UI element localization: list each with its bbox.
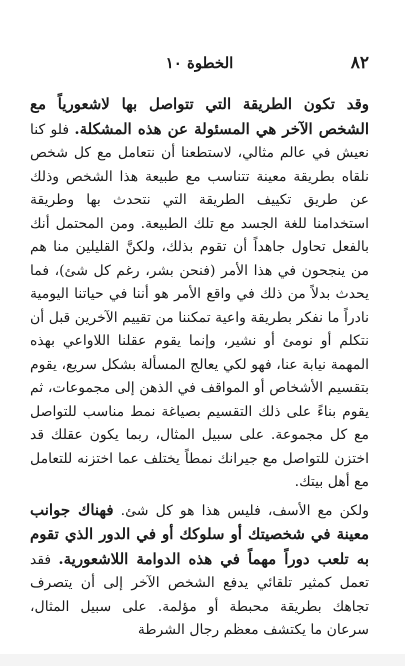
paragraph-2-text: ولكن مع الأسف، فليس هذا هو كل شئ. bbox=[120, 502, 370, 519]
paragraph-2-rest: فقد تعمل كمثير تلقائي يدفع الشخص الآخر إلى أن يتصرف تجاهك بطريقة محبطة أو مؤلمة. على سبيل المثال، سرعان ما يكتشف معظم رجال الشرطة bbox=[30, 551, 369, 638]
chapter-title: الخطوة ١٠ bbox=[165, 54, 234, 72]
page-header bbox=[30, 50, 369, 76]
page-bottom-edge bbox=[0, 654, 405, 666]
paragraph-1 bbox=[30, 93, 369, 495]
paragraph-1-bold-intro: وقد تكون الطريقة التي تتواصل بها لاشعورياً مع الشخص الآخر هي المسئولة عن هذه المشكلة. bbox=[30, 95, 369, 138]
body-text bbox=[30, 93, 369, 643]
paragraph-1-text: فلو كنا نعيش في عالم مثالي، لاستطعنا أن نتعامل مع كل شخص نلقاه بطريقة معينة تتناسب مع طبيعة هذا الشخص وذلك عن طريق تكييف الطريقة التي نتحدث بها وطريقة استخدامنا للغة الجسد مع تلك الطبيعة. ومن المحتمل أنك بالفعل تحاول جاهداً أن تقوم بذلك، ولكنَّ القليلين منا هم من ينجحون في هذا الأمر (فنحن بشر، رغم كل شئ)، فما يحدث بدلاً من ذلك في واقع الأمر هو أننا في حياتنا اليومية نادراً ما نفكر بطريقة واعية تمكننا من تقييم الآخرين قبل أن نتكلم أو نومئ أو نشير، وإنما يقوم عقلنا اللاواعي بهذه المهمة نيابة عنا، فهو لكي يعالج المسألة بشكل سريع، يقوم بتقسيم الأشخاص أو المواقف في الذهن إلى مجموعات، ثم يقوم بناءً على ذلك التقسيم بصياغة نمط مناسب للتواصل مع كل مجموعة. على سبيل المثال، ربما يكون عقلك قد اختزن للتواصل مع جيرانك نمطاً يختلف عما اختزنه للتعامل مع أهل بيتك. bbox=[30, 121, 369, 490]
paragraph-2-bold-intro: فهناك جوانب معينة في شخصيتك أو سلوكك أو في الدور الذي تقوم به تلعب دوراً مهماً في هذه الدوامة اللاشعورية. bbox=[30, 500, 370, 568]
page-number: ٨٢ bbox=[350, 53, 369, 73]
paragraph-2 bbox=[30, 499, 369, 643]
